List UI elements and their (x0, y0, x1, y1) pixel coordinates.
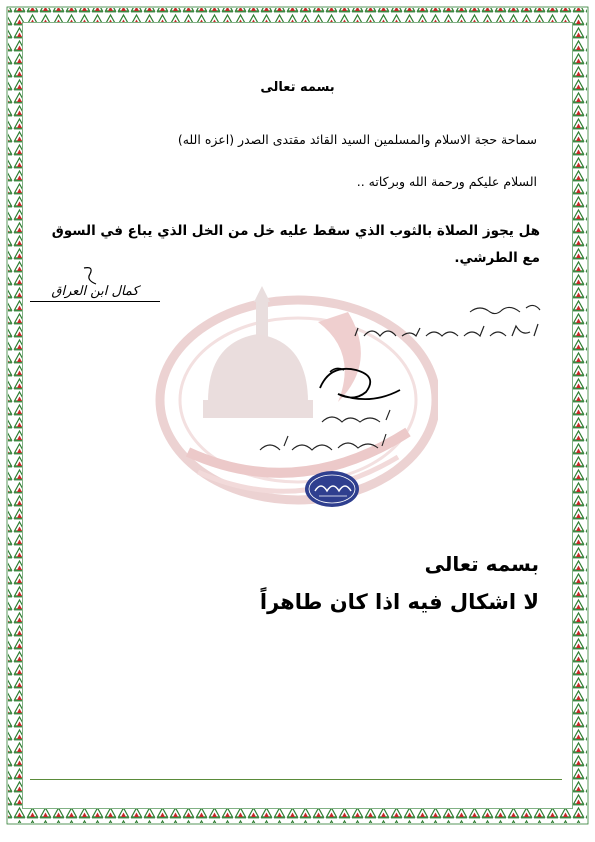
letter-heading: بسمه تعالى (260, 80, 335, 95)
answer-heading: بسمه تعالى (424, 552, 539, 576)
greeting-line: السلام عليكم ورحمة الله وبركاته .. (356, 174, 537, 189)
handwritten-reply-signature (240, 290, 570, 470)
official-seal-icon (303, 469, 361, 509)
footer-divider (30, 779, 562, 780)
answer-text: لا اشكال فيه اذا كان طاهراً (259, 590, 539, 614)
question-text: هل يجوز الصلاة بالثوب الذي سقط عليه خل من الخل الذي يباع في السوق مع الطرشي. (51, 223, 540, 266)
addressee-line: سماحة حجة الاسلام والمسلمين السيد القائد مقتدى الصدر (اعزه الله) (177, 132, 537, 147)
asker-signature: كمال ابن العراق (30, 284, 160, 302)
